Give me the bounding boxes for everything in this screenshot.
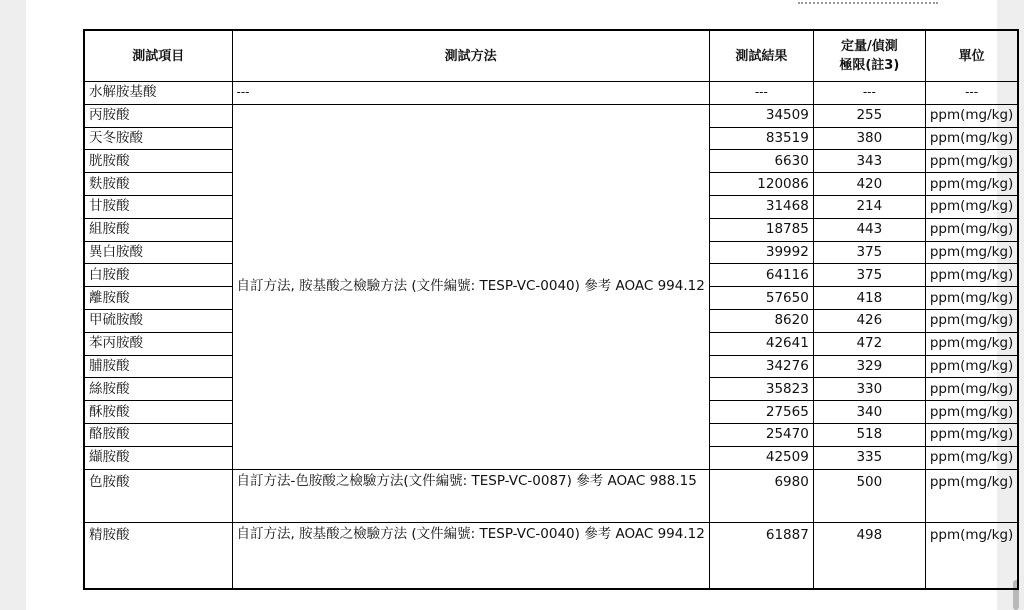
test-item-cell: 苯丙胺酸 bbox=[84, 332, 232, 355]
test-item-cell: 酪胺酸 bbox=[84, 423, 232, 446]
test-result-cell: 31468 bbox=[709, 195, 813, 218]
table-row-hydrolyzed bbox=[84, 82, 1018, 105]
test-item-cell: 酥胺酸 bbox=[84, 401, 232, 424]
unit-cell: ppm(mg/kg) bbox=[925, 446, 1018, 469]
detection-limit-cell: 329 bbox=[813, 355, 925, 378]
detection-limit-cell: 330 bbox=[813, 378, 925, 401]
test-result-cell: 64116 bbox=[709, 264, 813, 287]
unit-cell: ppm(mg/kg) bbox=[925, 150, 1018, 173]
unit-cell: ppm(mg/kg) bbox=[925, 127, 1018, 150]
test-result-cell: 83519 bbox=[709, 127, 813, 150]
detection-limit-cell: 375 bbox=[813, 241, 925, 264]
test-item-cell: 胱胺酸 bbox=[84, 150, 232, 173]
detection-limit-cell: 343 bbox=[813, 150, 925, 173]
test-result-cell: 6630 bbox=[709, 150, 813, 173]
test-item-cell: 水解胺基酸 bbox=[84, 82, 232, 105]
header-test-method: 測試方法 bbox=[232, 30, 709, 82]
detection-limit-cell: 375 bbox=[813, 264, 925, 287]
unit-cell: ppm(mg/kg) bbox=[925, 173, 1018, 196]
header-detection-limit bbox=[813, 30, 925, 82]
test-result-cell: 6980 bbox=[709, 469, 813, 522]
detection-limit-cell: 214 bbox=[813, 195, 925, 218]
header-unit: 單位 bbox=[925, 30, 1018, 82]
test-item-cell: 離胺酸 bbox=[84, 287, 232, 310]
test-result-cell: 27565 bbox=[709, 401, 813, 424]
test-result-cell: 8620 bbox=[709, 309, 813, 332]
table-row-arginine bbox=[84, 522, 1018, 589]
test-result-cell: 39992 bbox=[709, 241, 813, 264]
test-result-cell: 25470 bbox=[709, 423, 813, 446]
test-item-cell: 脯胺酸 bbox=[84, 355, 232, 378]
table-row bbox=[84, 104, 1018, 127]
detection-limit-cell: 255 bbox=[813, 104, 925, 127]
table-row-tryptophan bbox=[84, 469, 1018, 522]
unit-cell: ppm(mg/kg) bbox=[925, 332, 1018, 355]
unit-cell: ppm(mg/kg) bbox=[925, 469, 1018, 522]
test-method-cell: 自訂方法, 胺基酸之檢驗方法 (文件編號: TESP-VC-0040) 參考 AOAC 994.12 bbox=[232, 104, 709, 469]
test-item-cell: 甘胺酸 bbox=[84, 195, 232, 218]
test-result-cell: 42641 bbox=[709, 332, 813, 355]
test-item-cell: 絲胺酸 bbox=[84, 378, 232, 401]
unit-cell: ppm(mg/kg) bbox=[925, 287, 1018, 310]
detection-limit-cell: 420 bbox=[813, 173, 925, 196]
unit-cell: ppm(mg/kg) bbox=[925, 195, 1018, 218]
test-item-cell: 精胺酸 bbox=[84, 522, 232, 589]
test-method-cell: 自訂方法, 胺基酸之檢驗方法 (文件編號: TESP-VC-0040) 參考 AOAC 994.12 bbox=[232, 522, 709, 589]
detection-limit-cell: --- bbox=[813, 82, 925, 105]
test-result-cell: --- bbox=[709, 82, 813, 105]
detection-limit-cell: 498 bbox=[813, 522, 925, 589]
unit-cell: ppm(mg/kg) bbox=[925, 378, 1018, 401]
header-limit-line1: 定量/偵測 bbox=[840, 39, 898, 54]
test-result-cell: 34509 bbox=[709, 104, 813, 127]
unit-cell: ppm(mg/kg) bbox=[925, 401, 1018, 424]
test-item-cell: 丙胺酸 bbox=[84, 104, 232, 127]
test-result-cell: 61887 bbox=[709, 522, 813, 589]
test-item-cell: 色胺酸 bbox=[84, 469, 232, 522]
test-result-cell: 57650 bbox=[709, 287, 813, 310]
unit-cell: ppm(mg/kg) bbox=[925, 355, 1018, 378]
test-result-cell: 35823 bbox=[709, 378, 813, 401]
detection-limit-cell: 472 bbox=[813, 332, 925, 355]
header-test-item: 測試項目 bbox=[84, 30, 232, 82]
unit-cell: ppm(mg/kg) bbox=[925, 218, 1018, 241]
unit-cell: --- bbox=[925, 82, 1018, 105]
test-method-cell: 自訂方法-色胺酸之檢驗方法(文件編號: TESP-VC-0087) 參考 AOAC 988.15 bbox=[232, 469, 709, 522]
unit-cell: ppm(mg/kg) bbox=[925, 522, 1018, 589]
unit-cell: ppm(mg/kg) bbox=[925, 241, 1018, 264]
test-method-cell: --- bbox=[232, 82, 709, 105]
test-result-cell: 42509 bbox=[709, 446, 813, 469]
test-result-cell: 34276 bbox=[709, 355, 813, 378]
test-item-cell: 纈胺酸 bbox=[84, 446, 232, 469]
unit-cell: ppm(mg/kg) bbox=[925, 264, 1018, 287]
test-result-cell: 120086 bbox=[709, 173, 813, 196]
detection-limit-cell: 500 bbox=[813, 469, 925, 522]
test-result-cell: 18785 bbox=[709, 218, 813, 241]
detection-limit-cell: 426 bbox=[813, 309, 925, 332]
unit-cell: ppm(mg/kg) bbox=[925, 104, 1018, 127]
unit-cell: ppm(mg/kg) bbox=[925, 423, 1018, 446]
test-item-cell: 天冬胺酸 bbox=[84, 127, 232, 150]
detection-limit-cell: 518 bbox=[813, 423, 925, 446]
test-item-cell: 組胺酸 bbox=[84, 218, 232, 241]
cropped-text-line bbox=[798, 0, 938, 4]
test-item-cell: 白胺酸 bbox=[84, 264, 232, 287]
test-results-table bbox=[83, 29, 1019, 590]
table-header-row bbox=[84, 30, 1018, 82]
test-item-cell: 麩胺酸 bbox=[84, 173, 232, 196]
detection-limit-cell: 380 bbox=[813, 127, 925, 150]
test-item-cell: 甲硫胺酸 bbox=[84, 309, 232, 332]
detection-limit-cell: 443 bbox=[813, 218, 925, 241]
unit-cell: ppm(mg/kg) bbox=[925, 309, 1018, 332]
detection-limit-cell: 340 bbox=[813, 401, 925, 424]
test-item-cell: 異白胺酸 bbox=[84, 241, 232, 264]
header-test-result: 測試結果 bbox=[709, 30, 813, 82]
detection-limit-cell: 418 bbox=[813, 287, 925, 310]
detection-limit-cell: 335 bbox=[813, 446, 925, 469]
header-limit-line2: 極限(註3) bbox=[839, 58, 900, 73]
